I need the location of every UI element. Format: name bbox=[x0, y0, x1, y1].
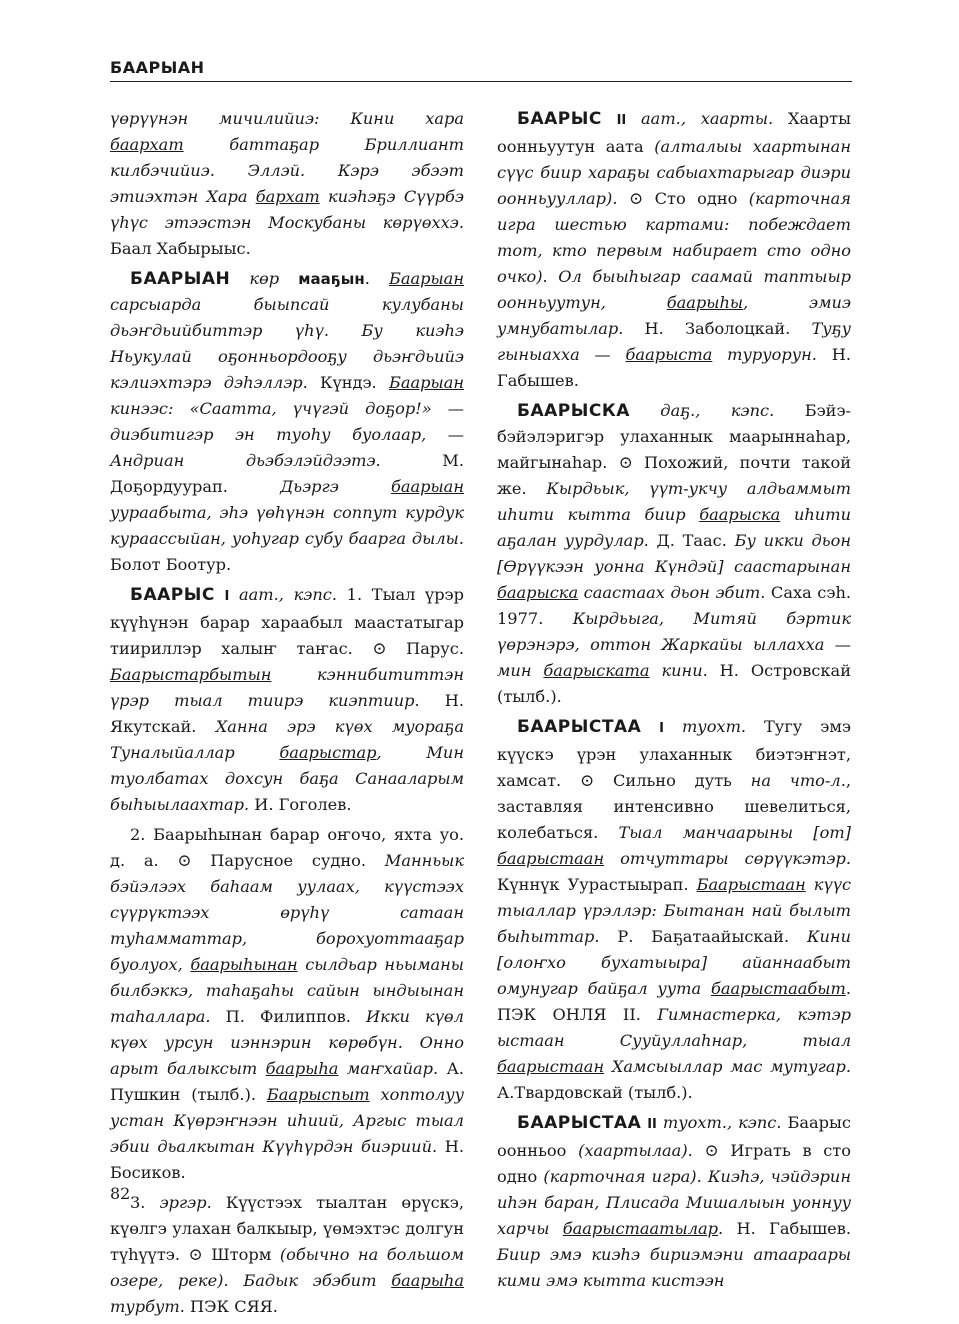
page-number: 82 bbox=[110, 1184, 131, 1203]
entry-baarystaa-1: БААРЫСТАА I туохт. Тугу эмэ күүскэ үрэн улаханнык биэтэҥнэт, хамсат. ⊙ Сильно дуть на что-л., заставляя интенсивно шевелиться, колебаться. Тыал манчаарыны [от] баарыстаан отчуттары сөрүүкэтэр. Күннүк Уурастыырап. Баарыстаан күүс тыаллар үрэллэр: Бытанан най былыт быһыттар. Р. Баҕатаайыскай. Кини [олоҥхо бухатыыра] айаннаабыт омунугар байҕал уута баарыстаабыт. ПЭК ОНЛЯ II. Гимнастерка, кэтэр ыстаан Сууйуллаһнар, тыал баарыстаан Хамсыыллар мас мутугар. А.Твардовскай (тылб.). bbox=[497, 717, 852, 1102]
translation-marker-icon: ⊙ bbox=[704, 1141, 719, 1161]
translation-marker-icon: ⊙ bbox=[579, 771, 595, 791]
translation-marker-icon: ⊙ bbox=[177, 851, 192, 871]
headword: БААРЫСТАА bbox=[517, 717, 642, 737]
homonym-index: II bbox=[616, 113, 627, 128]
entry-baarys-1-sense-2: 2. Баарыһынан барар оҥочо, яхта уо. д. а. ⊙ Парусное судно. Манньык бэйэлээх баһаам уулаах, күүстээх сүүрүктээх өрүһү сатаан туһамматтар, борохуоттааҕар буолуох, баарыһынан сылдьар ньыманы билбэккэ, таһаҕаһы сайын ындыынан таһаллара. П. Филиппов. Икки күөл күөх урсун иэннэрин көрөбүн. Онно арыт балыксыт баарыһа маҥхайар. А. Пушкин (тылб.). Баарыспыт хоптолуу устан Күөрэҥнээн иһиий, Аргыс тыал эбии дьалкытан Күүһүрдэн биэриий. Н. Босиков. bbox=[110, 825, 464, 1182]
entry-continuation: үөрүүнэн мичилийиэ: Кини хара баархат баттаҕар Бриллиант килбэчийиэ. Эллэй. Кэрэ эбээт этиэхтэн Хара бархат киэһэҕэ Сүүрбэ үһүс этээстэн Москубаны көрүөххэ. Баал Хабырыыс. bbox=[110, 109, 464, 258]
header-rule bbox=[110, 81, 852, 82]
translation-marker-icon: ⊙ bbox=[618, 453, 633, 473]
cross-reference: мааҕын bbox=[298, 270, 365, 288]
translation-marker-icon: ⊙ bbox=[188, 1245, 203, 1265]
translation-marker-icon: ⊙ bbox=[628, 189, 644, 209]
homonym-index: I bbox=[224, 589, 230, 604]
running-head: БААРЫАН bbox=[110, 58, 205, 77]
headword: БААРЫСКА bbox=[517, 401, 630, 421]
homonym-index: II bbox=[647, 1117, 657, 1132]
homonym-index: I bbox=[659, 721, 665, 736]
entry-baarystaa-2: БААРЫСТАА II туохт., кэпс. Баарыс оонньоо (хаартылаа). ⊙ Играть в сто одно (карточная игра). Киэһэ, чэйдэрин иһэн баран, Плисада Мишалыын уоннуу харчы баарыстаатылар. Н. Габышев. Биир эмэ киэһэ бириэмэни атаараары кими эмэ кытта кистээн bbox=[497, 1113, 851, 1290]
entry-baaryan: БААРЫАН көр мааҕын. Баарыан сарсыарда быыпсай кулубаны дьэҥдьийбиттэр үһү. Бу киэһэ Ньукулай оҕонньордооҕу дьэҥдьийэ кэлиэхтэрэ дэһэллэр. Күндэ. Баарыан кинээс: «Саатта, үчүгэй доҕор!» — диэбитигэр эн туоһу буолаар, — Андриан дьэбэлэйдээтэ. М. Доҕордуурап. Дьэргэ баарыан уураабыта, эһэ үөһүнэн соппут курдук кураассыйан, уоһугар субу баарга дылы. Болот Боотур. bbox=[110, 269, 465, 574]
entry-baarys-2: БААРЫС II аат., хаарты. Хаарты оонньуутун аата (алталыы хаартынан сүүс биир хараҕы сабыахтарыгар диэри оонньууллар). ⊙ Сто одно (карточная игра шестью картами: побеждает тот, кто первым набирает сто одно очко). Ол быыһыгар саамай таптыыр оонньуутун, баарыһы, эмиэ умнубатылар. Н. Заболоцкай. Туҕу гыныахха — баарыста туруорун. Н. Габышев. bbox=[497, 109, 851, 390]
headword: БААРЫС bbox=[517, 109, 602, 129]
translation-marker-icon: ⊙ bbox=[372, 639, 387, 659]
left-column bbox=[110, 106, 464, 1324]
headword: БААРЫСТАА bbox=[517, 1113, 642, 1133]
entry-baarys-1-sense-3: 3. эргэр. Күүстээх тыалтан өрүскэ, күөлгэ улахан балкыыр, үөмэхтэс долгун түһүүтэ. ⊙ Шторм (обычно на большом озере, реке). Бадык эбэбит баарыһа турбут. ПЭК СЯЯ. bbox=[110, 1193, 464, 1316]
right-column bbox=[497, 106, 851, 1298]
headword: БААРЫС bbox=[130, 585, 215, 605]
headword: БААРЫАН bbox=[130, 269, 231, 289]
entry-baarys-1: БААРЫС I аат., кэпс. 1. Тыал үрэр күүһүнэн барар хараабыл маастатыгар тиириллэр халыҥ таҥас. ⊙ Парус. Баарыстарбытын кэннибититтэн үрэр тыал тиирэ киэптиир. Н. Якутскай. Ханна эрэ күөх муораҕа Туналыйаллар баарыстар, Мин туолбатах дохсун баҕа Санааларым быһыылаахтар. И. Гоголев. bbox=[110, 585, 464, 814]
entry-baaryska: БААРЫСКА даҕ., кэпс. Бэйэ-бэйэлэригэр улаханнык маарыннаһар, майгынаһар. ⊙ Похожий, почти такой же. Кырдьык, үүт-укчу алдьаммыт иһити кытта биир баарыска иһити аҕалан уурдулар. Д. Таас. Бу икки дьон [Өрүүкээн уонна Күндэй] саастарынан баарыска саастаах дьон эбит. Саха сэһ. 1977. Кырдьыга, Митяй бэртик үөрэнэрэ, оттон Жаркайы ыллахха — мин баарыската кини. Н. Островскай (тылб.). bbox=[497, 401, 852, 706]
